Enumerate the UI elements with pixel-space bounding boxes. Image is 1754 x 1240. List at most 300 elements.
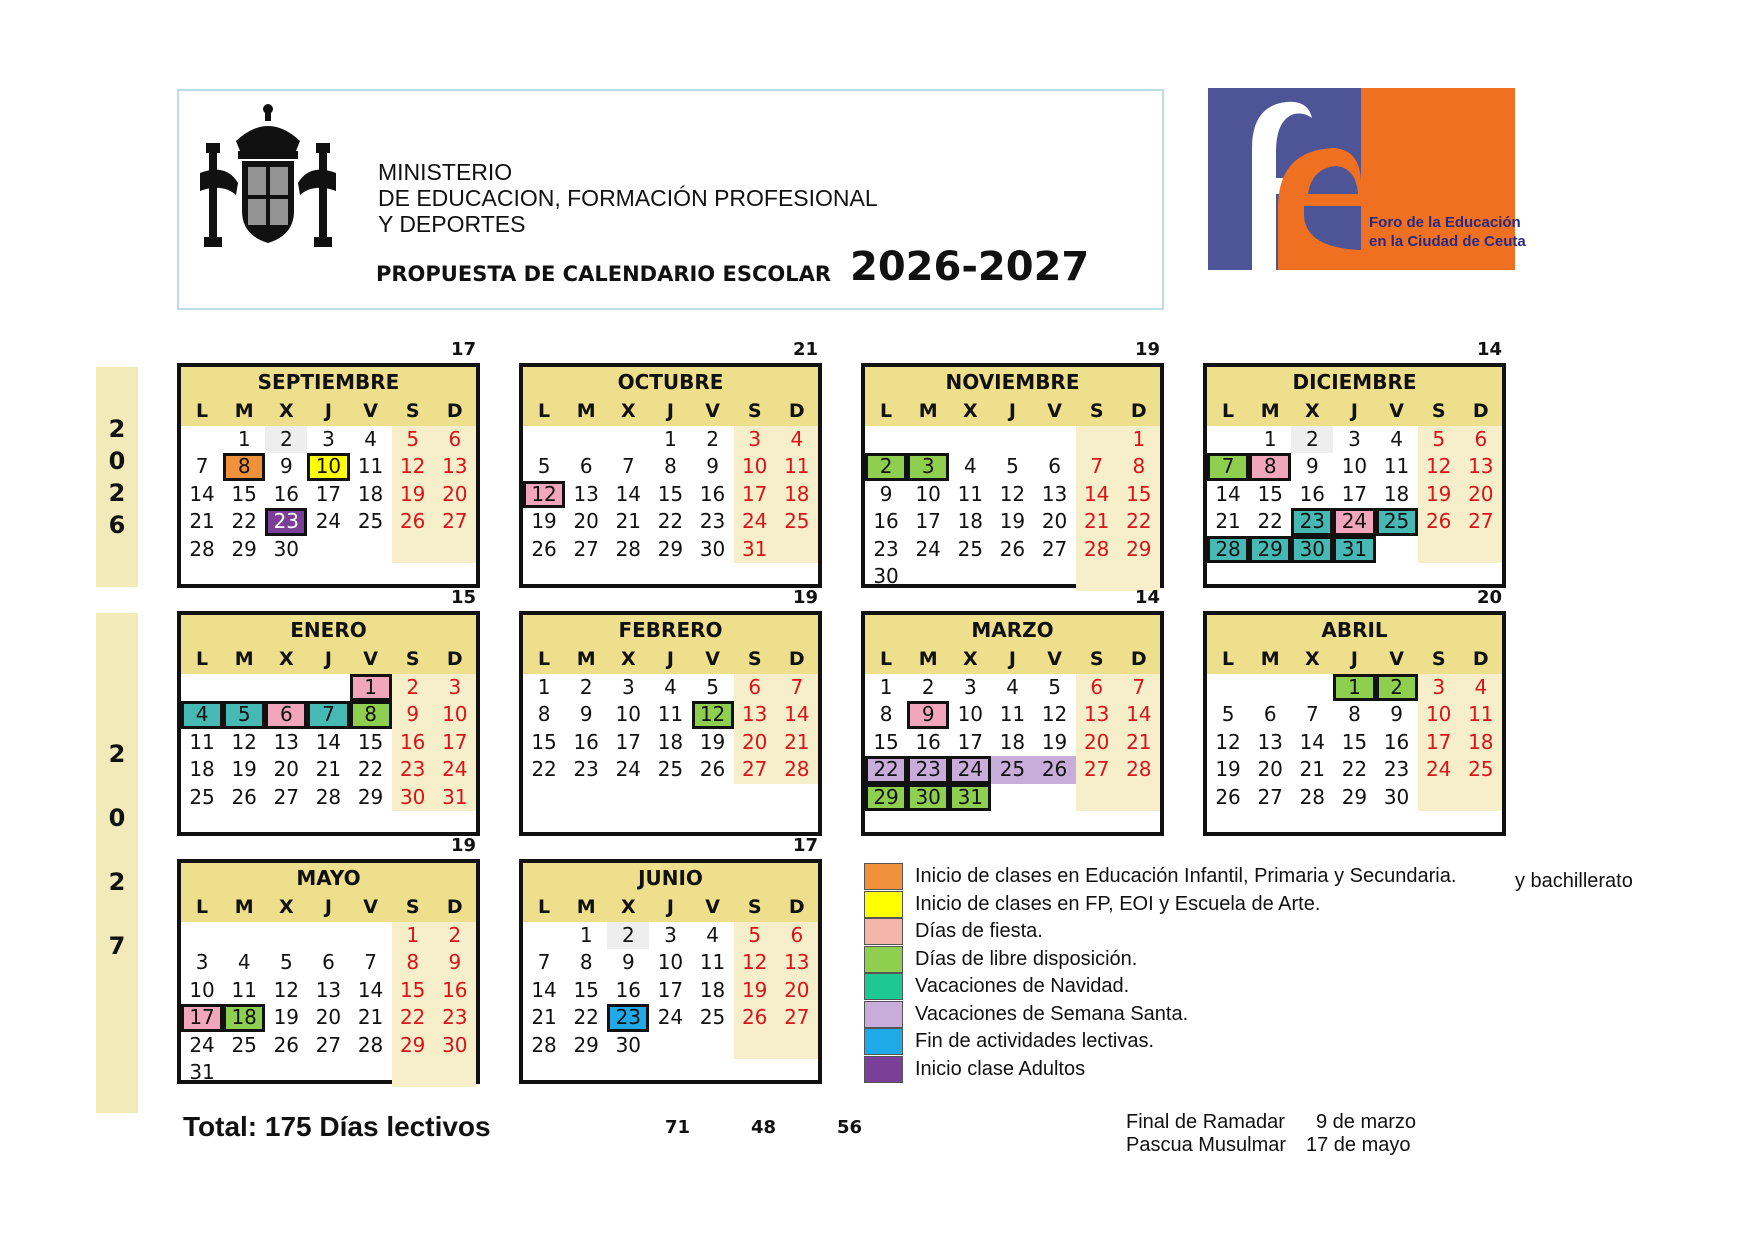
proposal-title: PROPUESTA DE CALENDARIO ESCOLAR: [376, 262, 832, 286]
year-digit: 6: [108, 511, 126, 539]
empty-cell: [949, 426, 991, 454]
day-cell: 22: [392, 1004, 434, 1032]
empty-cell: [392, 1059, 434, 1087]
day-cell: 10: [434, 701, 476, 729]
day-cell: 14: [357, 977, 384, 1002]
week-row: [523, 674, 818, 702]
week-row: [523, 508, 818, 536]
empty-cell: [1249, 811, 1291, 839]
empty-cell: [776, 1032, 818, 1060]
legend-item: [864, 863, 1456, 891]
day-cell: 18: [223, 1004, 265, 1032]
day-cell: 28: [531, 1032, 557, 1057]
day-cell: 11: [189, 729, 215, 754]
day-cell: 8: [879, 702, 893, 726]
legend-extra-note: y bachillerato: [1515, 870, 1633, 892]
empty-cell: [949, 563, 991, 591]
weekday-label: S: [1089, 400, 1104, 422]
month-septiembre: [177, 363, 480, 588]
day-cell: 12: [999, 481, 1026, 506]
day-cell: 14: [776, 701, 818, 729]
day-cell: 7: [776, 674, 818, 702]
day-cell: 17: [1341, 481, 1368, 506]
day-cell: 5: [1048, 674, 1061, 699]
day-cell: 18: [957, 509, 984, 533]
day-cell: 4: [1390, 426, 1403, 451]
weekday-header: [181, 398, 476, 426]
empty-cell: [607, 1059, 649, 1087]
day-cell: 17: [957, 729, 984, 754]
week-row: [181, 563, 476, 591]
empty-cell: [907, 563, 949, 591]
day-cell: 7: [1207, 453, 1249, 481]
day-cell: 25: [357, 509, 384, 533]
empty-cell: [350, 563, 392, 591]
week-row: [523, 1059, 818, 1087]
weekday-label: V: [1047, 648, 1062, 670]
empty-cell: [991, 811, 1033, 839]
weekday-label: L: [1222, 400, 1235, 422]
term-2-days: 48: [751, 1117, 777, 1138]
weekday-label: X: [620, 648, 636, 670]
day-cell: 24: [734, 508, 776, 536]
day-cell: 7: [537, 950, 551, 974]
weekday-label: X: [620, 400, 636, 422]
day-cell: 20: [734, 729, 776, 757]
week-row: [181, 481, 476, 509]
week-row: [181, 674, 476, 702]
empty-cell: [1418, 536, 1460, 564]
week-row: [181, 729, 476, 757]
day-cell: 17: [657, 977, 684, 1002]
empty-cell: [649, 1032, 691, 1060]
day-cell: 8: [223, 453, 265, 481]
day-cell: 14: [1076, 481, 1118, 509]
ramadan-label: Final de Ramadar: [1126, 1111, 1285, 1133]
day-cell: 2: [865, 453, 907, 481]
day-cell: 27: [1460, 508, 1502, 536]
day-cell: 6: [734, 674, 776, 702]
month-enero: [177, 611, 480, 836]
day-cell: 13: [573, 481, 599, 506]
year-digit: 7: [108, 932, 126, 960]
day-cell: 15: [392, 977, 434, 1005]
empty-cell: [1249, 674, 1291, 702]
day-cell: 21: [1215, 509, 1241, 533]
day-cell: 11: [776, 453, 818, 481]
day-cell: 26: [1034, 756, 1076, 784]
week-row: [865, 453, 1160, 481]
day-cell: 1: [1333, 674, 1375, 702]
week-row: [1207, 453, 1502, 481]
day-cell: 20: [776, 977, 818, 1005]
day-cell: 17: [734, 481, 776, 509]
day-cell: 27: [1257, 784, 1283, 809]
day-cell: 13: [273, 729, 300, 754]
month-school-days-count: 21: [792, 339, 818, 360]
week-row: [523, 756, 818, 784]
empty-cell: [1034, 784, 1076, 812]
empty-cell: [607, 784, 649, 812]
week-row: [523, 426, 818, 454]
week-row: [181, 1032, 476, 1060]
day-cell: 29: [865, 784, 907, 812]
legend-label: Vacaciones de Navidad.: [915, 975, 1130, 998]
weekday-label: X: [278, 896, 294, 918]
day-cell: 9: [434, 949, 476, 977]
day-cell: 11: [231, 977, 257, 1002]
day-cell: 6: [265, 701, 307, 729]
day-cell: 15: [1341, 729, 1368, 754]
day-cell: 22: [657, 509, 684, 533]
day-cell: 20: [315, 1005, 342, 1029]
weekday-label: D: [446, 400, 463, 422]
weekday-label: M: [234, 648, 254, 670]
day-cell: 20: [1076, 729, 1118, 757]
day-cell: 14: [1299, 729, 1326, 754]
day-cell: 15: [573, 977, 599, 1002]
day-cell: 23: [873, 536, 899, 561]
day-cell: 8: [537, 702, 551, 726]
day-cell: 22: [865, 756, 907, 784]
week-row: [181, 1004, 476, 1032]
day-cell: 8: [1348, 702, 1361, 726]
day-cell: 24: [315, 509, 342, 533]
day-cell: 19: [1215, 757, 1241, 781]
week-row: [865, 729, 1160, 757]
day-cell: 15: [873, 729, 899, 754]
day-cell: 4: [364, 426, 377, 451]
empty-cell: [181, 563, 223, 591]
week-row: [181, 922, 476, 950]
day-cell: 13: [1257, 729, 1283, 754]
legend-label: Vacaciones de Semana Santa.: [915, 1002, 1189, 1025]
empty-cell: [181, 426, 223, 454]
day-cell: 5: [1221, 702, 1235, 726]
day-cell: 24: [657, 1005, 684, 1029]
day-cell: 16: [434, 977, 476, 1005]
week-row: [181, 756, 476, 784]
empty-cell: [1460, 536, 1502, 564]
day-cell: 3: [1418, 674, 1460, 702]
legend-label: Inicio de clases en FP, EOI y Escuela de Arte.: [915, 892, 1321, 915]
legend-swatch-icon: [864, 891, 903, 918]
empty-cell: [565, 426, 607, 454]
day-cell: 2: [921, 674, 935, 699]
day-cell: 29: [231, 536, 257, 561]
day-cell: 15: [531, 729, 557, 754]
day-cell: 1: [1118, 426, 1160, 454]
weekday-label: M: [1260, 648, 1280, 670]
day-cell: 9: [879, 481, 893, 506]
week-row: [1207, 563, 1502, 591]
day-cell: 18: [999, 729, 1026, 754]
empty-cell: [565, 563, 607, 591]
day-cell: 7: [1305, 702, 1319, 726]
day-cell: 27: [1076, 756, 1118, 784]
empty-cell: [1376, 563, 1418, 591]
legend-label: Inicio de clases en Educación Infantil, Primaria y Secundaria.: [915, 865, 1457, 888]
day-cell: 30: [1383, 784, 1410, 809]
day-cell: 4: [664, 674, 677, 699]
month-school-days-count: 17: [450, 339, 476, 360]
day-cell: 13: [1041, 481, 1068, 506]
month-name: SEPTIEMBRE: [181, 367, 476, 398]
empty-cell: [307, 922, 349, 950]
day-cell: 19: [392, 481, 434, 509]
day-cell: 3: [963, 674, 977, 699]
day-cell: 28: [1118, 756, 1160, 784]
weekday-label: X: [278, 400, 294, 422]
empty-cell: [223, 811, 265, 839]
empty-cell: [223, 563, 265, 591]
week-row: [181, 453, 476, 481]
day-cell: 28: [357, 1032, 384, 1057]
day-cell: 27: [1041, 536, 1068, 561]
day-cell: 10: [734, 453, 776, 481]
legend-label: Días de fiesta.: [915, 920, 1043, 943]
empty-cell: [523, 1059, 565, 1087]
day-cell: 2: [265, 426, 307, 454]
empty-cell: [692, 1032, 734, 1060]
month-febrero: [519, 611, 822, 836]
empty-cell: [776, 1059, 818, 1087]
empty-cell: [265, 811, 307, 839]
weekday-label: D: [788, 648, 805, 670]
day-cell: 16: [1383, 729, 1410, 754]
empty-cell: [392, 563, 434, 591]
day-cell: 13: [315, 977, 342, 1002]
day-cell: 7: [1076, 453, 1118, 481]
legend: [864, 863, 1456, 1083]
day-cell: 30: [615, 1032, 642, 1057]
empty-cell: [1034, 811, 1076, 839]
empty-cell: [307, 811, 349, 839]
day-cell: 11: [957, 481, 984, 506]
ministry-line-1: MINISTERIO: [378, 159, 513, 185]
weekday-label: M: [234, 400, 254, 422]
day-cell: 26: [231, 784, 257, 809]
day-cell: 21: [1299, 757, 1326, 781]
day-cell: 30: [907, 784, 949, 812]
day-cell: 3: [907, 453, 949, 481]
day-cell: 30: [699, 536, 726, 561]
day-cell: 25: [991, 756, 1033, 784]
weekday-label: D: [1472, 648, 1489, 670]
weekday-label: V: [705, 896, 720, 918]
empty-cell: [649, 563, 691, 591]
week-row: [523, 563, 818, 591]
day-cell: 14: [1215, 481, 1241, 506]
week-row: [181, 784, 476, 812]
empty-cell: [1333, 811, 1375, 839]
day-cell: 25: [1460, 756, 1502, 784]
day-cell: 21: [315, 757, 342, 781]
day-cell: 11: [357, 454, 384, 478]
day-cell: 8: [664, 454, 677, 478]
day-cell: 2: [392, 674, 434, 702]
day-cell: 2: [1376, 674, 1418, 702]
legend-label: Inicio clase Adultos: [915, 1057, 1086, 1080]
day-cell: 26: [1215, 784, 1241, 809]
weekday-label: L: [196, 400, 209, 422]
day-cell: 9: [907, 701, 949, 729]
day-cell: 8: [392, 949, 434, 977]
day-cell: 26: [392, 508, 434, 536]
week-row: [865, 536, 1160, 564]
day-cell: 2: [434, 922, 476, 950]
day-cell: 18: [189, 757, 215, 781]
empty-cell: [1207, 674, 1249, 702]
day-cell: 7: [1118, 674, 1160, 702]
day-cell: 21: [776, 729, 818, 757]
term-1-days: 71: [665, 1117, 691, 1138]
coat-of-arms-icon: [196, 103, 341, 253]
empty-cell: [1333, 563, 1375, 591]
weekday-header: [523, 398, 818, 426]
day-cell: 24: [189, 1032, 215, 1057]
day-cell: 11: [1460, 701, 1502, 729]
day-cell: 5: [734, 922, 776, 950]
day-cell: 30: [1291, 536, 1333, 564]
empty-cell: [265, 563, 307, 591]
empty-cell: [692, 1059, 734, 1087]
empty-cell: [1418, 811, 1460, 839]
day-cell: 17: [434, 729, 476, 757]
day-cell: 4: [963, 454, 977, 478]
day-cell: 13: [1460, 453, 1502, 481]
week-row: [1207, 674, 1502, 702]
day-cell: 10: [1341, 454, 1368, 478]
day-cell: 28: [776, 756, 818, 784]
empty-cell: [1376, 536, 1418, 564]
day-cell: 26: [1418, 508, 1460, 536]
day-cell: 14: [1118, 701, 1160, 729]
legend-item: [864, 1028, 1456, 1056]
legend-swatch-icon: [864, 1056, 903, 1083]
day-cell: 31: [189, 1060, 215, 1084]
day-cell: 21: [357, 1005, 384, 1029]
weekday-label: L: [196, 896, 209, 918]
legend-item: [864, 918, 1456, 946]
day-cell: 5: [1418, 426, 1460, 454]
week-row: [523, 1004, 818, 1032]
weekday-label: X: [962, 400, 978, 422]
day-cell: 5: [279, 950, 293, 974]
week-row: [523, 949, 818, 977]
total-school-days: Total: 175 Días lectivos: [183, 1111, 491, 1142]
legend-swatch-icon: [864, 918, 903, 945]
month-octubre: [519, 363, 822, 588]
week-row: [865, 811, 1160, 839]
day-cell: 30: [392, 784, 434, 812]
weekday-label: S: [1431, 648, 1446, 670]
month-name: MAYO: [181, 863, 476, 894]
day-cell: 24: [434, 756, 476, 784]
day-cell: 25: [699, 1005, 726, 1029]
day-cell: 7: [307, 701, 349, 729]
day-cell: 30: [873, 564, 899, 588]
day-cell: 9: [392, 701, 434, 729]
day-cell: 2: [706, 426, 719, 451]
day-cell: 22: [1118, 508, 1160, 536]
week-row: [865, 674, 1160, 702]
empty-cell: [865, 811, 907, 839]
weekday-header: [523, 646, 818, 674]
day-cell: 15: [1118, 481, 1160, 509]
day-cell: 27: [434, 508, 476, 536]
legend-label: Fin de actividades lectivas.: [915, 1030, 1155, 1053]
weekday-label: J: [666, 896, 674, 918]
empty-cell: [692, 811, 734, 839]
day-cell: 15: [1257, 481, 1283, 506]
day-cell: 4: [1460, 674, 1502, 702]
day-cell: 14: [615, 481, 642, 506]
day-cell: 16: [915, 729, 941, 754]
empty-cell: [734, 563, 776, 591]
empty-cell: [949, 811, 991, 839]
empty-cell: [565, 811, 607, 839]
day-cell: 9: [1390, 702, 1403, 726]
week-row: [1207, 508, 1502, 536]
weekday-label: S: [405, 400, 420, 422]
week-row: [865, 426, 1160, 454]
year-digit: 2: [108, 479, 126, 507]
day-cell: 19: [531, 509, 557, 533]
day-cell: 8: [350, 701, 392, 729]
week-row: [1207, 729, 1502, 757]
week-row: [181, 811, 476, 839]
day-cell: 6: [776, 922, 818, 950]
week-row: [1207, 756, 1502, 784]
month-name: NOVIEMBRE: [865, 367, 1160, 398]
weekday-label: J: [324, 648, 332, 670]
day-cell: 11: [1383, 454, 1410, 478]
weekday-label: M: [1260, 400, 1280, 422]
empty-cell: [307, 563, 349, 591]
day-cell: 18: [776, 481, 818, 509]
day-cell: 23: [907, 756, 949, 784]
day-cell: 23: [1291, 508, 1333, 536]
day-cell: 14: [531, 977, 557, 1002]
weekday-label: V: [1047, 400, 1062, 422]
day-cell: 16: [1299, 481, 1326, 506]
day-cell: 18: [1383, 481, 1410, 506]
week-row: [865, 481, 1160, 509]
day-cell: 3: [621, 674, 635, 699]
legend-swatch-icon: [864, 946, 903, 973]
week-row: [523, 1032, 818, 1060]
weekday-label: J: [1008, 648, 1016, 670]
weekday-label: V: [1389, 648, 1404, 670]
day-cell: 12: [273, 977, 300, 1002]
day-cell: 28: [189, 536, 215, 561]
month-junio: [519, 859, 822, 1084]
year-digit: 0: [108, 447, 126, 475]
day-cell: 6: [434, 426, 476, 454]
day-cell: 25: [776, 508, 818, 536]
weekday-header: [1207, 398, 1502, 426]
empty-cell: [265, 922, 307, 950]
legend-swatch-icon: [864, 973, 903, 1000]
empty-cell: [350, 811, 392, 839]
day-cell: 16: [273, 481, 300, 506]
weekday-label: D: [788, 896, 805, 918]
day-cell: 5: [223, 701, 265, 729]
day-cell: 4: [181, 701, 223, 729]
day-cell: 21: [1118, 729, 1160, 757]
day-cell: 22: [1341, 757, 1368, 781]
